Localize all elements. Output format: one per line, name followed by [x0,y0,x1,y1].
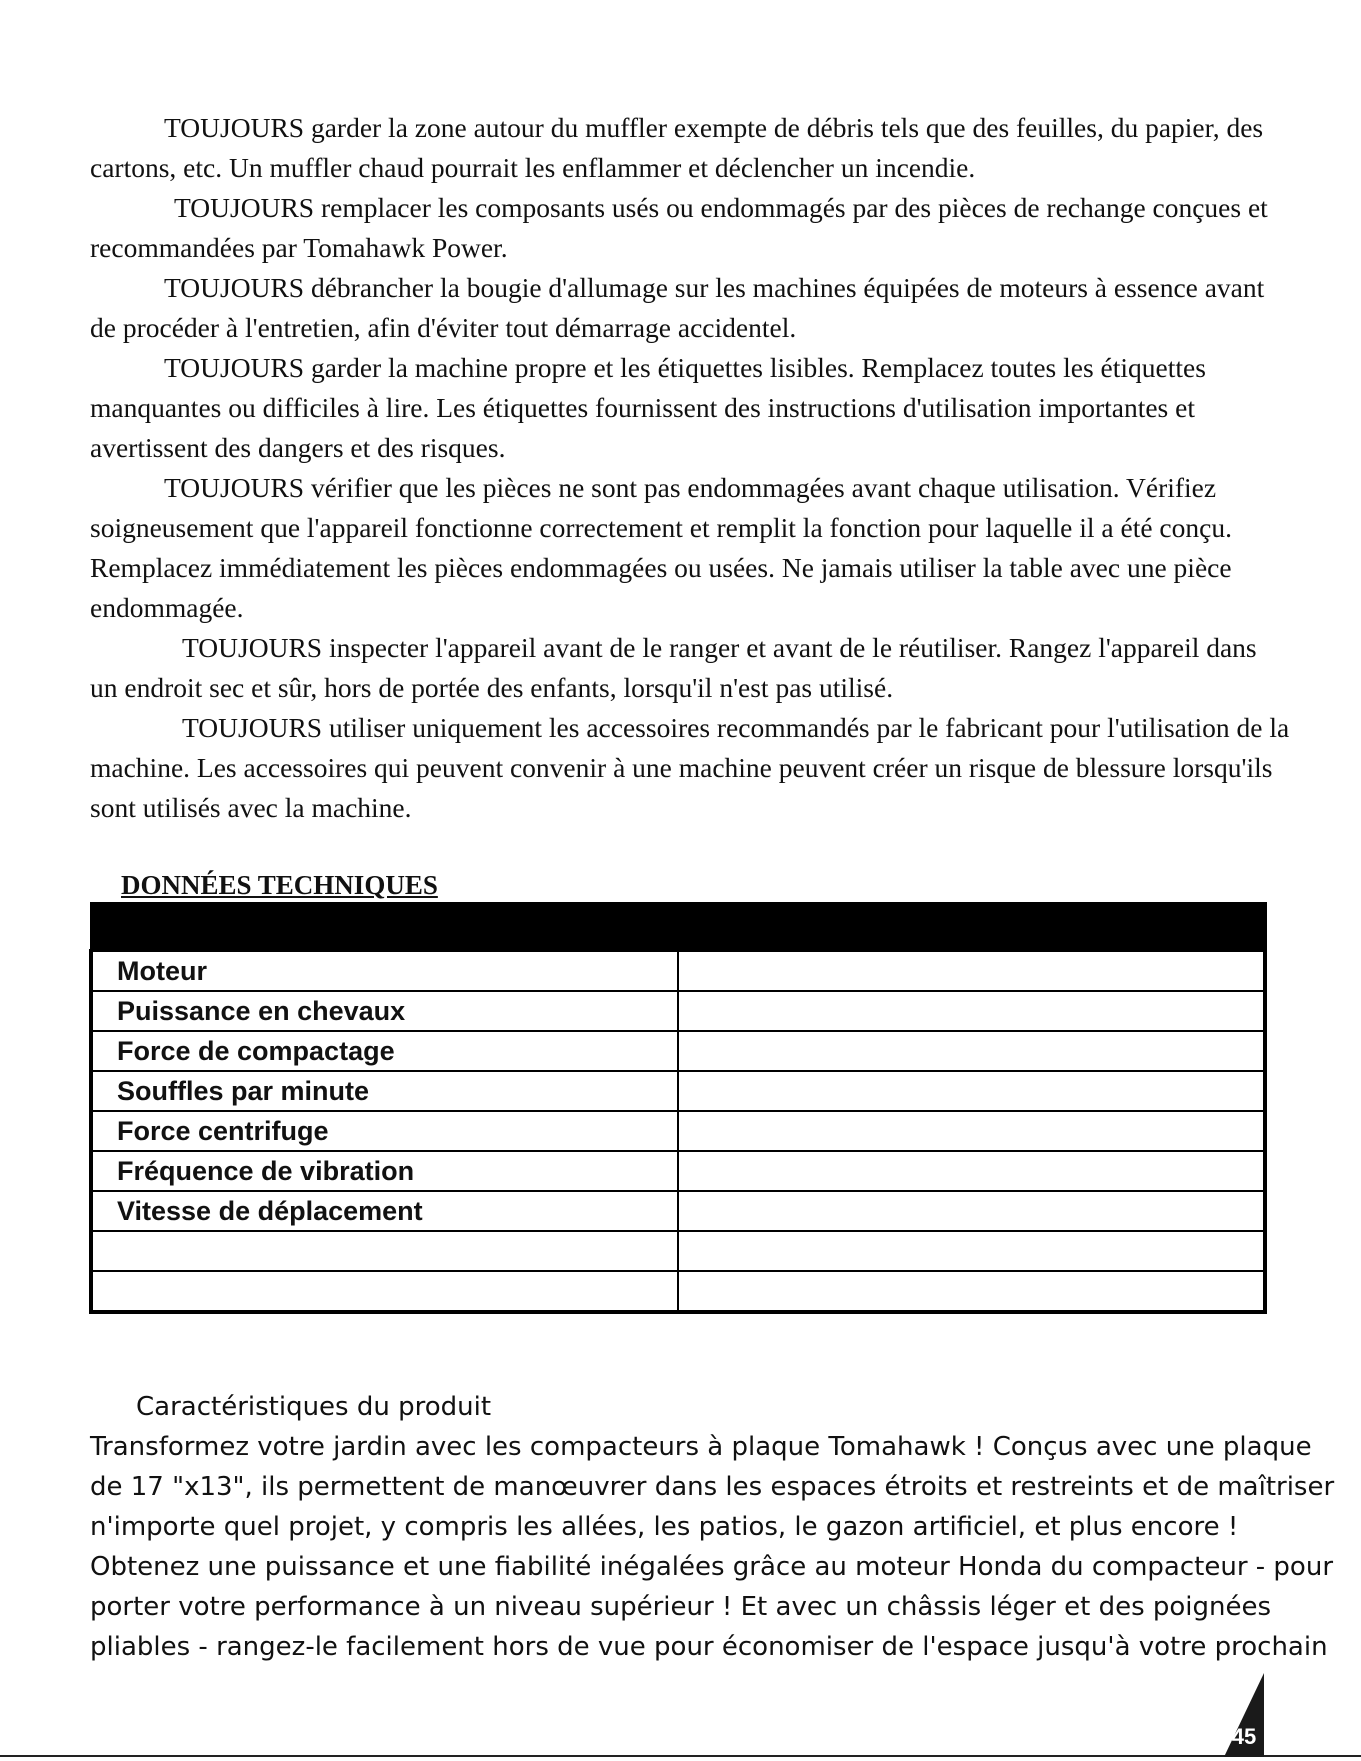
safety-paragraph: TOUJOURS débrancher la bougie d'allumage sur les machines équipées de moteurs à essence avant de procéder à l'entretien, afin d'éviter tout démarrage accidentel. [90,272,1265,343]
spec-label: Puissance en chevaux [91,991,678,1031]
page-badge [1224,1673,1264,1757]
safety-paragraph: TOUJOURS garder la zone autour du muffler exempte de débris tels que des feuilles, du papier, des cartons, etc. Un muffler chaud pourrait les enflammer et déclencher un incendie. [90,112,1264,183]
safety-paragraph: TOUJOURS remplacer les composants usés ou endommagés par des pièces de rechange conçues et recommandées par Tomahawk Power. [90,192,1268,263]
features-body: Transformez votre jardin avec les compacteurs à plaque Tomahawk ! Conçus avec une plaque de 17 "x13", ils permettent de manœuvrer dans les espaces étroits et restreints et de maîtriser n'importe quel projet, y compris les allées, les patios, le gazon artificiel, et plus encore ! Obtenez une puissance et une fiabilité inégalées grâce au moteur Honda du compacteur - pour porter votre performance à un niveau supérieur ! Et avec un châssis léger et des poignées pliables - rangez-le facilement hors de vue pour économiser de l'espace jusqu'à votre prochain [90,1432,1335,1662]
spec-value [678,1151,1265,1191]
table-row [91,1271,1265,1312]
features-title: Caractéristiques du produit [136,1392,492,1422]
spec-label: Force centrifuge [91,1111,678,1151]
safety-paragraph: TOUJOURS garder la machine propre et les étiquettes lisibles. Remplacez toutes les étiquettes manquantes ou difficiles à lire. Les étiquettes fournissent des instructions d'utilisation importantes et avertissent des dangers et des risques. [90,352,1206,463]
footer-rule [0,1755,1361,1757]
spec-value [678,1271,1265,1312]
table-header-bar [91,904,1265,951]
safety-paragraph: TOUJOURS utiliser uniquement les accessoires recommandés par le fabricant pour l'utilisation de la machine. Les accessoires qui peuvent convenir à une machine peuvent créer un risque de blessure lorsqu'ils sont utilisés avec la machine. [90,712,1290,823]
spec-label [91,1231,678,1271]
page-number: 45 [1231,1724,1257,1749]
spec-value [678,991,1265,1031]
spec-value [678,1071,1265,1111]
table-row [91,1191,1265,1231]
spec-label: Moteur [91,951,678,992]
spec-label: Vitesse de déplacement [91,1191,678,1231]
table-row [91,1231,1265,1271]
spec-value [678,1111,1265,1151]
spec-value [678,1191,1265,1231]
spec-value [678,1031,1265,1071]
spec-label: Fréquence de vibration [91,1151,678,1191]
spec-label: Souffles par minute [91,1071,678,1111]
spec-label [91,1271,678,1312]
tech-data-title: DONNÉES TECHNIQUES [121,870,438,900]
tech-data-table [89,902,1267,1314]
spec-value [678,1231,1265,1271]
spec-value [678,951,1265,992]
table-row [91,1031,1265,1071]
product-features [90,1387,1340,1667]
table-row [91,951,1265,992]
safety-paragraph: TOUJOURS inspecter l'appareil avant de le ranger et avant de le réutiliser. Rangez l'appareil dans un endroit sec et sûr, hors de portée des enfants, lorsqu'il n'est pas utilisé. [90,632,1257,703]
safety-paragraph: TOUJOURS vérifier que les pièces ne sont pas endommagées avant chaque utilisation. Vérifiez soigneusement que l'appareil fonctionne correctement et remplit la fonction pour laquelle il a été conçu. Remplacez immédiatement les pièces endommagées ou usées. Ne jamais utiliser la table avec une pièce endommagée. [90,472,1232,623]
safety-instructions [90,108,1290,828]
table-row [91,1151,1265,1191]
table-row [91,1071,1265,1111]
spec-label: Force de compactage [91,1031,678,1071]
table-row [91,991,1265,1031]
table-row [91,1111,1265,1151]
